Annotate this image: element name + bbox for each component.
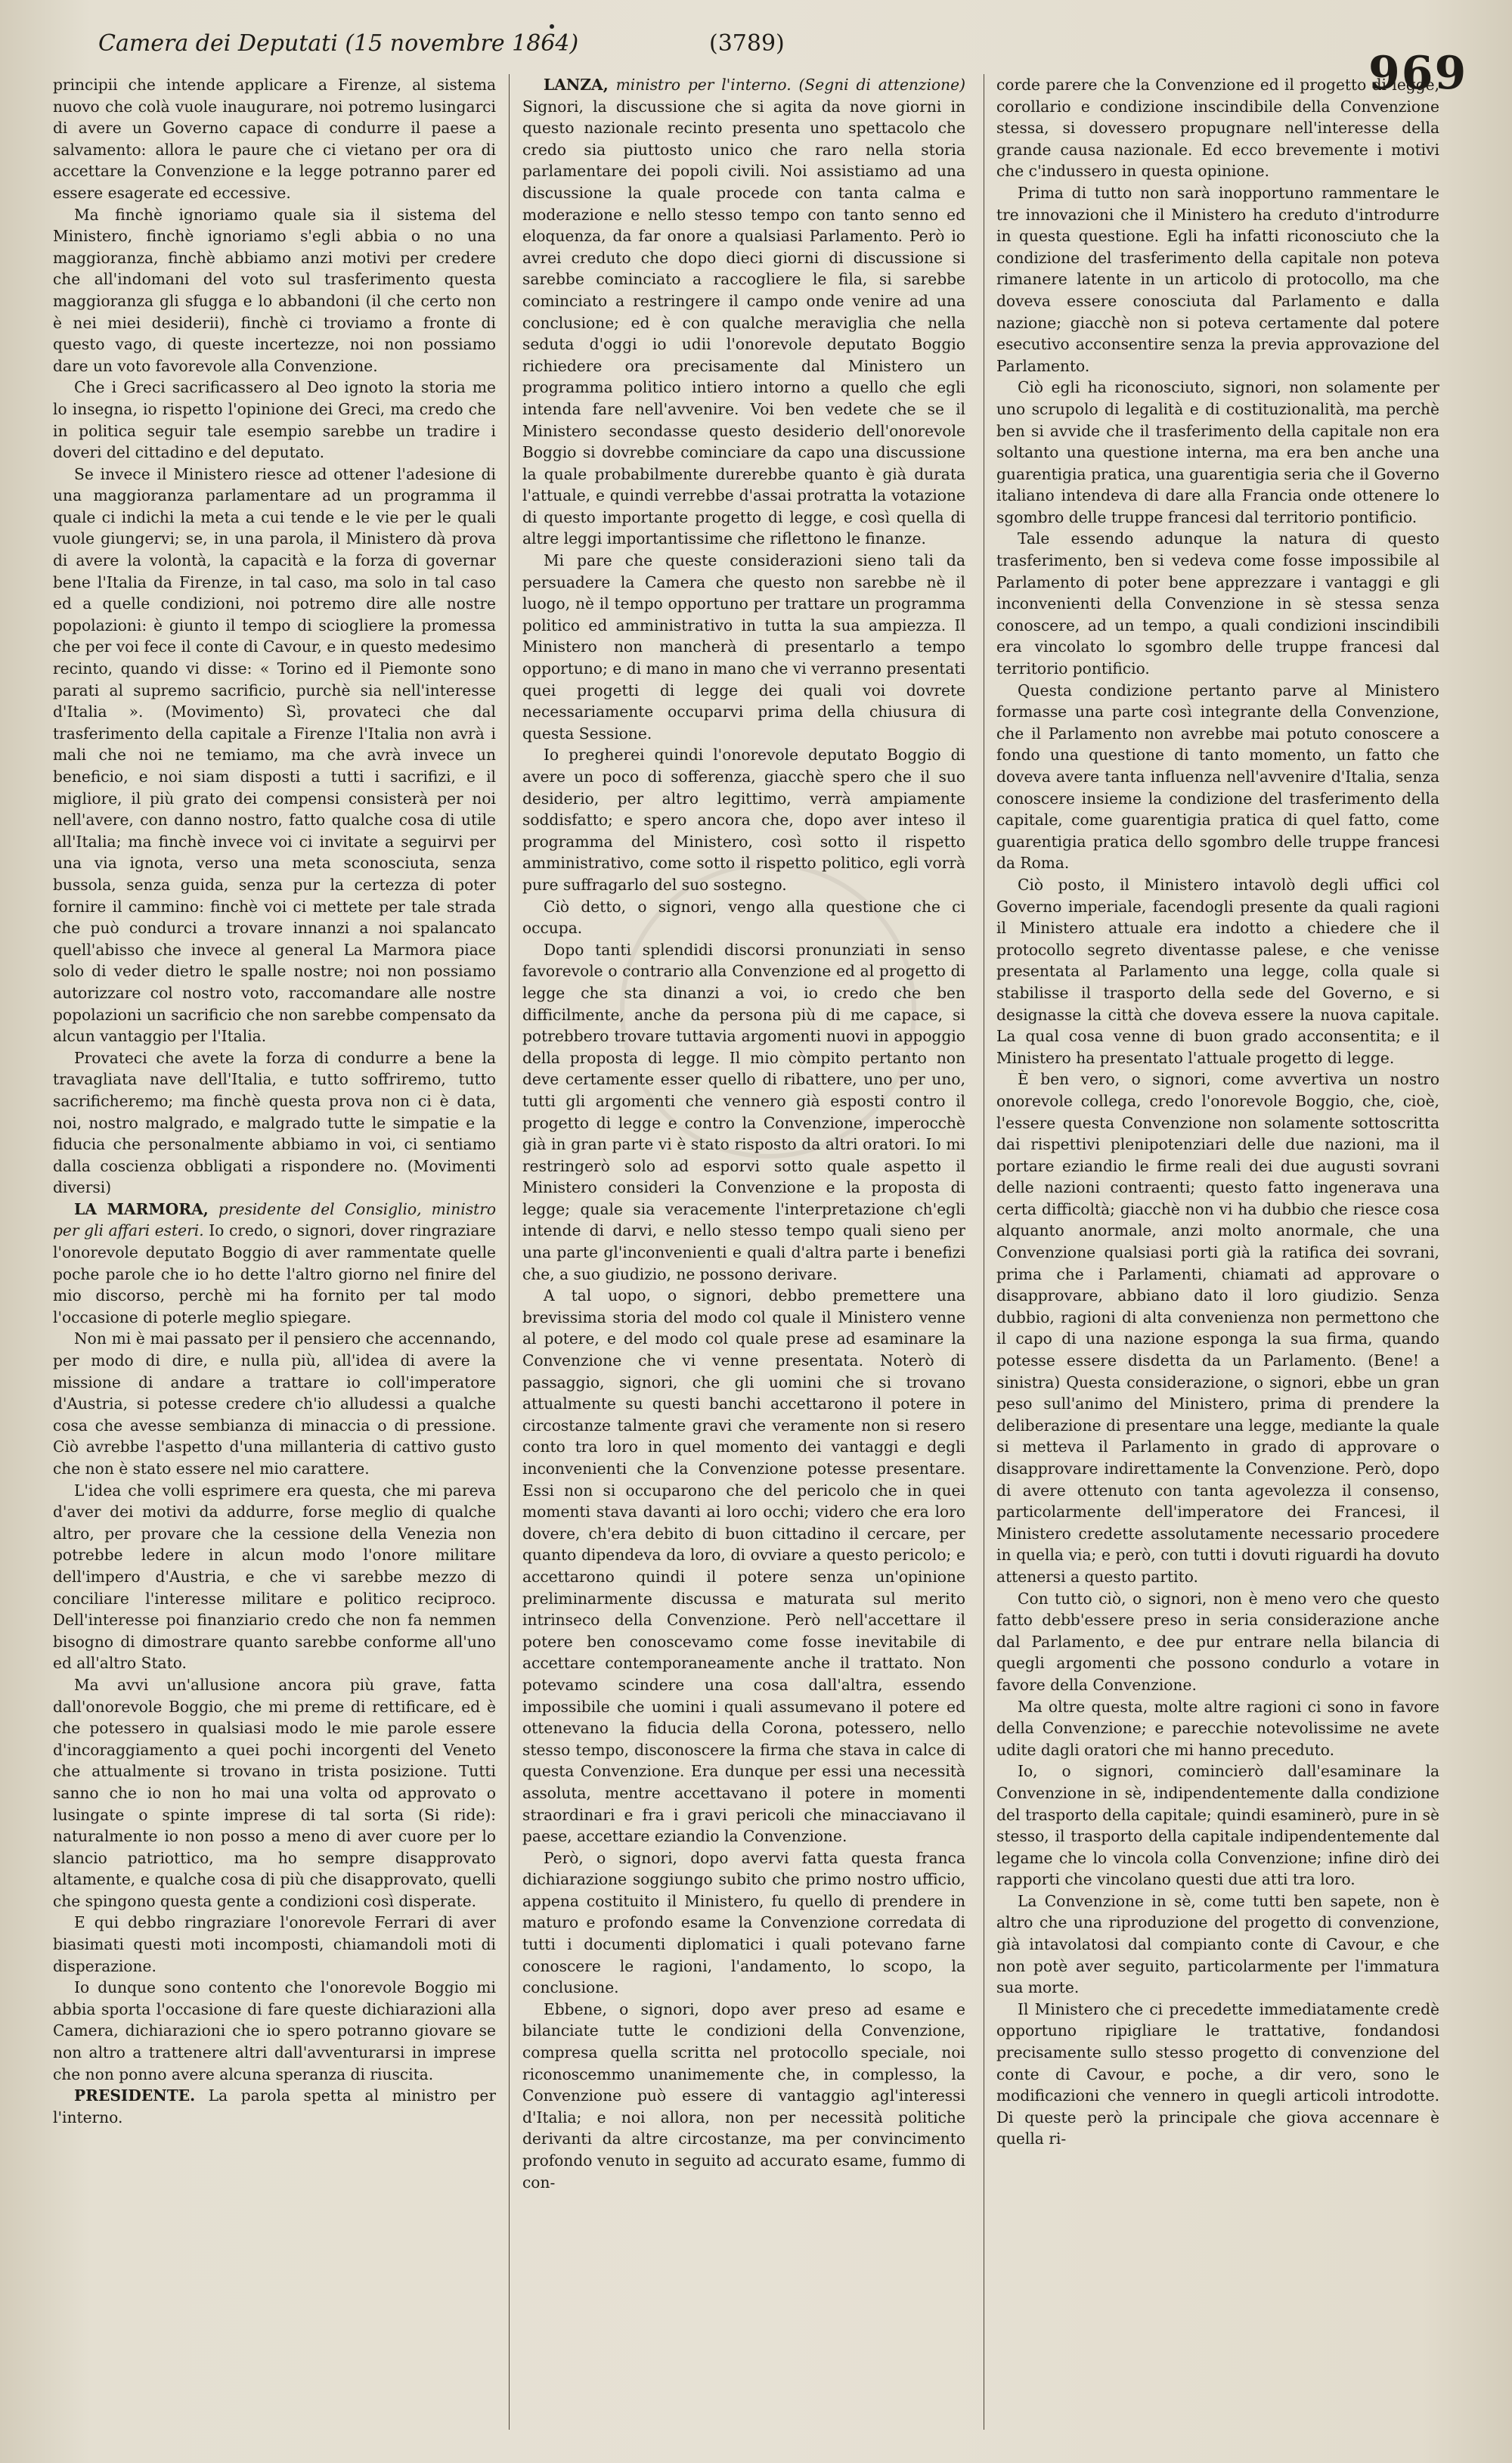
paragraph — [522, 1285, 965, 1847]
stage-direction: (Segni di attenzione) — [798, 76, 965, 94]
text-column-1 — [53, 74, 496, 2434]
paragraph-text: Ciò posto, il Ministero intavolò degli uffici col Governo imperiale, facendogli presente da quali ragioni il Ministero attuale era indotto a chiedere che il protocollo segreto diventasse palese, e che venisse presentata al Parlamento una legge, colla quale si stabilisse il trasporto della sede del Governo, e si designasse la città che doveva essere la nuova capitale. La qual cosa venne di buon grado acconsentita; e il Ministero ha presentato l'attuale progetto di legge. — [996, 875, 1439, 1067]
paragraph — [53, 464, 496, 1047]
paragraph-text: A tal uopo, o signori, debbo premettere una brevissima storia del modo col quale il Ministero venne al potere, e del modo col quale prese ad esaminare la Convenzione che vi venne presentata. Noterò di passaggio, signori, che gli uomini che si trovano attualmente su questi banchi accettarono il potere in circostanze talmente gravi che veramente non si resero conto tra loro in quel momento dei vantaggi e degli inconvenienti che la Convenzione potesse presentare. Essi non si occuparono che del pericolo che in quei momenti stava davanti ai loro occhi; videro che era loro dovere, ch'era debito di buon cittadino il cercare, per quanto dipendeva da loro, di ovviare a questo pericolo; e accettarono quindi il potere senza un'opinione preliminarmente discussa e maturata sul merito intrinseco della Convenzione. Però nell'accettare il potere ben conoscevamo come fosse inevitabile di accettare contemporaneamente anche il trattato. Non potevamo scindere una cosa dall'altra, essendo impossibile che uomini i quali assumevano il potere ed ottenevano la fiducia della Corona, potessero, nello stesso tempo, disconoscere la firma che stava in calce di questa Convenzione. Era dunque per essi una necessità assoluta, mentre accettavano il potere in momenti straordinari e fra i gravi pericoli che minacciavano il paese, accettare eziandio la Convenzione. — [522, 1286, 965, 1846]
column-rule — [509, 74, 510, 2430]
paragraph-text: Se invece il Ministero riesce ad ottener l'adesione di una maggioranza parlamentare ad un programma il quale ci indichi la meta a cui tende e le vie per le quali vuole giungervi; se, in una parola, il Ministero dà prova di avere la volontà, la capacità e la forza di governar bene l'Italia da Firenze, in tal caso, ma solo in tal caso ed a quelle condizioni, noi potremo dire alle nostre popolazioni: è giunto il tempo di sciogliere la promessa che per voi fece il conte di Cavour, e in questo medesimo recinto, quando vi disse: « Torino ed il Piemonte sono parati al supremo sacrificio, purchè sia nell'interesse d'Italia ». (Movimento) Sì, provateci che dal trasferimento della capitale a Firenze l'Italia non avrà i mali che noi ne temiamo, ma che avrà invece un beneficio, e noi siam disposti a tutti i sacrifizi, e il migliore, il più grato dei compensi consisterà per noi nell'avere, con danno nostro, fatto qualche cosa di utile all'Italia; ma finchè invece voi ci invitate a seguirvi per una via ignota, verso una meta sconosciuta, senza bussola, senza guida, senza pur la certezza di poter fornire il cammino: finchè voi ci mettete per tale strada che può condurci a trovare innanzi a noi spalancato quell'abisso che invece al general La Marmora piace solo di veder dietro le spalle nostre; noi non possiamo autorizzare col nostro voto, raccomandare alle nostre popolazioni un sacrificio che non sarebbe compensato da alcun vantaggio per l'Italia. — [53, 464, 496, 1046]
paragraph-text: La Convenzione in sè, come tutti ben sapete, non è altro che una riproduzione del progetto di convenzione, già intavolatosi dal compianto conte di Cavour, e che non potè aver seguito, particolarmente per l'immatura sua morte. — [996, 1891, 1439, 1997]
paragraph-text: Questa condizione pertanto parve al Ministero formasse una parte così integrante della Convenzione, che il Parlamento non avrebbe mai potuto conoscere a fondo una questione di tanto momento, un fatto che doveva avere tanta influenza nell'avvenire d'Italia, senza conoscere insieme la condizione del trasferimento della capitale, come guarentigia pratica di quel fatto, come guarentigia pratica dello sgombro delle truppe francesi da Roma. — [996, 681, 1439, 873]
paragraph — [522, 74, 965, 550]
paragraph — [522, 550, 965, 744]
paragraph-text: Con tutto ciò, o signori, non è meno vero che questo fatto debb'essere preso in seria considerazione anche dal Parlamento, e dee pur entrare nella bilancia di quegli argomenti che possono condurlo a votare in favore della Convenzione. — [996, 1589, 1439, 1694]
paragraph-text: Dopo tanti splendidi discorsi pronunziati in senso favorevole o contrario alla Convenzione ed al progetto di legge che sta dinanzi a voi, io credo che ben difficilmente, anche da persona più di me capace, si potrebbero trovare tuttavia argomenti nuovi in appoggio della proposta di legge. Il mio còmpito pertanto non deve certamente esser quello di ribattere, uno per uno, tutti gli argomenti che vennero già esposti contro il progetto di legge e contro la Convenzione, imperocchè già in gran parte vi è stato risposto da altri oratori. Io mi restringerò solo ad esporvi sotto quale aspetto il Ministero consideri la Convenzione e la proposta di legge; quale sia veracemente l'interpretazione ch'egli intende di darvi, e nello stesso tempo quali sieno per una parte gl'inconvenienti e quali d'altra parte i benefizi che, a suo giudizio, ne possono derivare. — [522, 940, 965, 1283]
paragraph-text: Signori, la discussione che si agita da nove giorni in questo nazionale recinto presenta uno spettacolo che credo sia piuttosto unico che raro nella storia parlamentare dei popoli civili. Noi assistiamo ad una discussione la quale procede con tanta calma e moderazione e nello stesso tempo con tanto senno ed eloquenza, da far onore a qualsiasi Parlamento. Però io avrei creduto che dopo dieci giorni di discussione si sarebbe cominciato a raccogliere le fila, si sarebbe cominciato a restringere il campo onde venire ad una conclusione; ed è con qualche meraviglia che nella seduta d'oggi io udii l'onorevole deputato Boggio richiedere ora precisamente dal Ministero un programma politico intiero intorno a quello che egli intenda fare nell'avvenire. Voi ben vedete che se il Ministero secondasse questo desiderio dell'onorevole Boggio si dovrebbe cominciare da capo una discussione la quale probabilmente durerebbe quanto è già durata l'attuale, e quindi verrebbe d'assai protratta la votazione di questo importante progetto di legge, e così quella di altre leggi importantissime che riflettono le finanze. — [522, 97, 965, 548]
paragraph — [522, 896, 965, 939]
paragraph-text: Ciò egli ha riconosciuto, signori, non solamente per uno scrupolo di legalità e di costituzionalità, ma perchè ben si avvide che il trasferimento della capitale non era soltanto una questione interna, ma era ben anche una guarentigia pratica, una guarentigia seria che il Governo italiano intendeva di dare alla Francia onde ottenere lo sgombro delle truppe francesi dal territorio pontificio. — [996, 378, 1439, 526]
paragraph — [53, 204, 496, 377]
paragraph-text: Ma avvi un'allusione ancora più grave, fatta dall'onorevole Boggio, che mi preme di rettificare, ed è che potessero in qualsiasi modo le mie parole essere d'incoraggiamento a quei pochi incorgenti del Veneto che attualmente si trovano in trista posizione. Tutti sanno che io non ho mai una volta od approvato o lusingate o spinte imprese di tal sorta (Si ride): naturalmente io non posso a meno di aver cuore per lo slancio patriottico, ma ho sempre disapprovato altamente, e qualche cosa di più che disapprovato, quelli che spingono questa gente a condizioni così disperate. — [53, 1675, 496, 1910]
paragraph — [522, 939, 965, 1286]
paragraph-text: Io credo, o signori, dover ringraziare l'onorevole deputato Boggio di aver rammentate quelle poche parole che io ho dette l'altro giorno nel finire del mio discorso, perchè mi ha fornito per tal modo l'occasione di poterle meglio spiegare. — [53, 1221, 496, 1326]
paragraph — [996, 377, 1439, 528]
paragraph-text: Io pregherei quindi l'onorevole deputato Boggio di avere un poco di sofferenza, giacchè spero che il suo desiderio, per altro legittimo, verrà ampiamente soddisfatto; e spero ancora che, dopo aver inteso il programma del Ministero, così sotto il rispetto amministrativo, come sotto il rispetto politico, egli vorrà pure suffragarlo del suo sostegno. — [522, 746, 965, 894]
paragraph — [53, 2085, 496, 2128]
paragraph — [996, 874, 1439, 1069]
paragraph-text: Non mi è mai passato per il pensiero che accennando, per modo di dire, e nulla più, all'idea di avere la missione di andare a trattare io coll'imperatore d'Austria, si potesse credere ch'io alludessi a qualche cosa che avesse sembianza di minaccia o di pressione. Ciò avrebbe l'aspetto d'una millanteria di cattivo gusto che non è stato essere nel mio carattere. — [53, 1329, 496, 1478]
speaker-role: presidente del Consiglio, ministro per gli affari esteri. — [53, 1199, 496, 1240]
paragraph — [53, 1047, 496, 1199]
paragraph — [996, 528, 1439, 679]
paragraph — [996, 1696, 1439, 1761]
paragraph — [53, 377, 496, 463]
speaker-name: PRESIDENTE. — [74, 2086, 196, 2105]
paragraph — [53, 74, 496, 204]
paragraph-text: corde parere che la Convenzione ed il progetto di legge, corollario e condizione inscindibile della Convenzione stessa, si dovessero propugnare nell'interesse della grande causa nazionale. Ed ecco brevemente i motivi che c'indussero in questa opinione. — [996, 76, 1439, 181]
speaker-name: LANZA, — [544, 76, 609, 94]
paragraph — [522, 1999, 965, 2193]
paragraph-text: Tale essendo adunque la natura di questo trasferimento, ben si vedeva come fosse impossibile al Parlamento di poter bene apprezzare i vantaggi e gli inconvenienti della Convenzione in sè stessa senza conoscere, ad un tempo, a quali condizioni inscindibili era vincolato lo sgombro delle truppe francesi dal territorio pontificio. — [996, 529, 1439, 678]
paragraph-text: Ebbene, o signori, dopo aver preso ad esame e bilanciate tutte le condizioni della Convenzione, compresa quella scritta nel protocollo speciale, noi riconoscemmo unanimemente che, in complesso, la Convenzione può essere di vantaggio agl'interessi d'Italia; e noi allora, non per necessità politiche derivanti da altre circostanze, ma per convincimento profondo venuto in seguito ad accurato esame, fummo di con- — [522, 1999, 965, 2192]
paragraph — [996, 74, 1439, 182]
paragraph-text: Ma finchè ignoriamo quale sia il sistema del Ministero, finchè ignoriamo s'egli abbia o no una maggioranza, finchè abbiamo anzi motivi per credere che all'indomani del voto sul trasferimento questa maggioranza gli sfugga e lo abbandoni (il che certo non è nei miei desiderii), finchè ci troviamo a fronte di questo vago, di queste incertezze, noi non possiamo dare un voto favorevole alla Convenzione. — [53, 205, 496, 375]
page-number: 969 — [1368, 47, 1468, 100]
paragraph — [996, 1891, 1439, 1999]
header-dot — [550, 24, 554, 29]
paragraph-text: E qui debbo ringraziare l'onorevole Ferrari di aver biasimati questi moti incomposti, chiamandoli moti di disperazione. — [53, 1913, 496, 1975]
paragraph — [53, 1328, 496, 1479]
text-column-2 — [522, 74, 965, 2434]
paragraph — [996, 680, 1439, 874]
paragraph-text: Però, o signori, dopo avervi fatta questa franca dichiarazione soggiungo subito che primo nostro ufficio, appena costituito il Ministero, fu quello di prendere in maturo e profondo esame la Convenzione corredata di tutti i documenti diplomatici i quali potevano farne conoscere le ragioni, l'andamento, lo scopo, la conclusione. — [522, 1848, 965, 1997]
paragraph-text: Ma oltre questa, molte altre ragioni ci sono in favore della Convenzione; e parecchie notevolissime ne avete udite dagli oratori che mi hanno preceduto. — [996, 1697, 1439, 1759]
paragraph — [996, 182, 1439, 377]
paragraph-text: Mi pare che queste considerazioni sieno tali da persuadere la Camera che questo non sarebbe nè il luogo, nè il tempo opportuno per trattare un programma politico ed amministrativo in tutta la sua ampiezza. Il Ministero non mancherà di presentarlo a tempo opportuno; e di mano in mano che vi verranno presentati quei progetti di legge dei quali voi dovrete necessariamente occuparvi prima della chiusura di questa Sessione. — [522, 551, 965, 743]
speaker-role: ministro per l'interno. — [615, 76, 792, 94]
paragraph-text: La parola spetta al ministro per l'interno. — [53, 2086, 496, 2126]
text-column-3 — [996, 74, 1439, 2434]
paragraph-text: Io dunque sono contento che l'onorevole Boggio mi abbia sporta l'occasione di fare queste dichiarazioni alla Camera, dichiarazioni che io spero potranno giovare se non altro a trattenere altri dall'avventurarsi in imprese che non ponno avere alcuna speranza di riuscita. — [53, 1978, 496, 2083]
header-publication-date: Camera dei Deputati (15 novembre 1864) — [98, 30, 579, 57]
paragraph-text: È ben vero, o signori, come avvertiva un nostro onorevole collega, credo l'onorevole Boggio, che, cioè, l'essere questa Convenzione non solamente sottoscritta dai rispettivi plenipotenziari delle due nazioni, ma il portare eziandio le firme reali dei due augusti sovrani delle nazioni contraenti; questo fatto ingenerava una certa difficoltà; giacchè non vi ha dubbio che riesce cosa alquanto anormale, anzi molto anormale, che una Convenzione qualsiasi porti già la ratifica dei sovrani, prima che i Parlamenti, chiamati ad approvare o disapprovare, abbiano dato il loro giudizio. Senza dubbio, ragioni di alta convenienza non permettono che il capo di una nazione esponga la sua firma, quando potesse essere disdetta da un Parlamento. (Bene! a sinistra) Questa considerazione, o signori, ebbe un gran peso sull'animo del Ministero, prima di prendere la deliberazione di presentare una legge, mediante la quale si metteva il Parlamento in grado di approvare o disapprovare indirettamente la Convenzione. Però, dopo di avere ottenuto con tanta agevolezza il consenso, particolarmente dell'imperatore dei Francesi, il Ministero credette assolutamente necessario procedere in quella via; e però, con tutti i dovuti riguardi ha dovuto attenersi a questo partito. — [996, 1070, 1439, 1586]
paragraph-text: Il Ministero che ci precedette immediatamente credè opportuno ripigliare le trattative, fondandosi precisamente sullo stesso progetto di convenzione del conte di Cavour, e poche, a dir vero, sono le modificazioni che vennero in quegli articoli introdotte. Di queste però la principale che giova accennare è quella ri- — [996, 1999, 1439, 2148]
paragraph — [522, 1847, 965, 1999]
paragraph-text: Prima di tutto non sarà inopportuno rammentare le tre innovazioni che il Ministero ha creduto d'introdurre in questa questione. Egli ha infatti riconosciuto che la condizione del trasferimento della capitale non poteva rimanere latente in un articolo di protocollo, ma che doveva essere conosciuta dal Parlamento e dalla nazione; giacchè non si poteva certamente dal potere esecutivo acconsentire senza la previa approvazione del Parlamento. — [996, 183, 1439, 375]
paragraph — [53, 1674, 496, 1912]
paragraph — [53, 1912, 496, 1977]
paragraph — [996, 1069, 1439, 1587]
paragraph-text: Io, o signori, comincierò dall'esaminare la Convenzione in sè, indipendentemente dalla condizione del trasporto della capitale; quindi esaminerò, pure in sè stesso, il trasporto della capitale indipendentemente dal legame che lo vincola colla Convenzione; infine dirò dei rapporti che vincolano questi due atti tra loro. — [996, 1762, 1439, 1889]
paragraph — [522, 744, 965, 895]
paragraph — [996, 1588, 1439, 1696]
paragraph — [53, 1199, 496, 1329]
paragraph — [996, 1999, 1439, 2150]
paragraph — [53, 1480, 496, 1674]
paragraph — [996, 1760, 1439, 1891]
speaker-name: LA MARMORA, — [74, 1199, 209, 1218]
paragraph-text: Ciò detto, o signori, vengo alla questione che ci occupa. — [522, 897, 965, 938]
header-session-number: (3789) — [709, 30, 785, 57]
paragraph — [53, 1977, 496, 2085]
paragraph-text: Che i Greci sacrificassero al Deo ignoto la storia me lo insegna, io rispetto l'opinione dei Greci, ma credo che in politica seguir tale esempio sarebbe un tradire i doveri del cittadino e del deputato. — [53, 378, 496, 462]
paragraph-text: Provateci che avete la forza di condurre a bene la travagliata nave dell'Italia, e tutto soffriremo, tutto sacrificheremo; ma finchè questa prova non ci è data, noi, nostro malgrado, e malgrado tutte le simpatie e la fiducia che personalmente abbiamo in voi, ci sentiamo dalla coscienza obbligati a rispondere no. (Movimenti diversi) — [53, 1048, 496, 1197]
paragraph-text: principii che intende applicare a Firenze, al sistema nuovo che colà vuole inaugurare, noi potremo lusingarci di avere un Governo capace di condurre il paese a salvamento: allora le paure che ci vietano per ora di accettare la Convenzione e la legge potranno parer ed essere esagerate ed eccessive. — [53, 76, 496, 202]
paragraph-text: L'idea che volli esprimere era questa, che mi pareva d'aver dei motivi da addurre, forse meglio di qualche altro, per provare che la cessione della Venezia non potrebbe ledere in alcun modo l'onore militare dell'impero d'Austria, e che vi sarebbe mezzo di conciliare l'interesse militare e politico reciproco. Dell'interesse poi finanziario credo che non fa nemmen bisogno di dimostrare quanto sarebbe conforme all'uno ed all'altro Stato. — [53, 1481, 496, 1673]
